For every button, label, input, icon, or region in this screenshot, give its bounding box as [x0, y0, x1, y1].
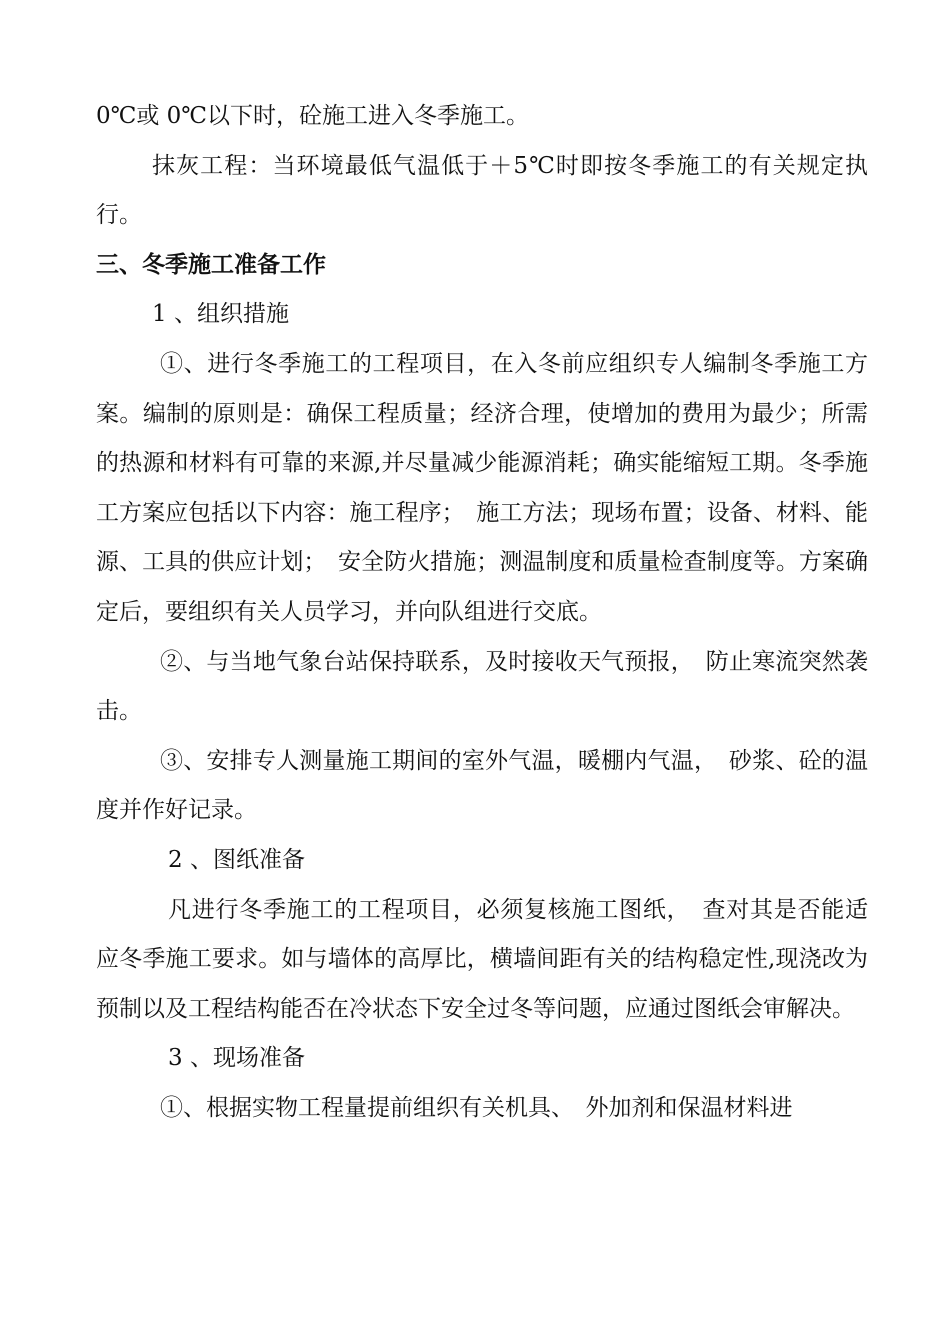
paragraph-org-item-1: ①、进行冬季施工的工程项目，在入冬前应组织专人编制冬季施工方案。编制的原则是：确保工程质量；经济合理，使增加的费用为最少；所需的热源和材料有可靠的来源,并尽量减少能源消耗；确实能缩短工期。冬季施工方案应包括以下内容：施工程序； 施工方法；现场布置；设备、材料、能源、工具的供应计划； 安全防火措施；测温制度和质量检查制度等。方案确定后，要组织有关人员学习，并向队组进行交底。 [96, 350, 868, 625]
paragraph-org-item-3: ③、安排专人测量施工期间的室外气温，暖棚内气温， 砂浆、砼的温度并作好记录。 [96, 747, 868, 824]
paragraph-plaster-work: 抹灰工程：当环境最低气温低于＋5℃时即按冬季施工的有关规定执行。 [96, 152, 868, 229]
paragraph-site-item-1: ①、根据实物工程量提前组织有关机具、 外加剂和保温材料进 [160, 1094, 793, 1121]
section-heading-winter-prep: 三、冬季施工准备工作 [96, 251, 326, 278]
subheading-organization-measures: 1 、组织措施 [152, 301, 289, 328]
paragraph-concrete-continuation: 0℃或 0℃以下时，砼施工进入冬季施工。 [96, 103, 530, 129]
subheading-drawing-prep: 2 、图纸准备 [168, 846, 305, 873]
paragraph-drawing-prep-body: 凡进行冬季施工的工程项目，必须复核施工图纸， 查对其是否能适应冬季施工要求。如与墙体的高厚比，横墙间距有关的结构稳定性,现浇改为预制以及工程结构能否在冷状态下安全过冬等问题，应通过图纸会审解决。 [96, 896, 868, 1022]
document-page [96, 92, 868, 1133]
subheading-site-prep: 3 、现场准备 [168, 1045, 305, 1072]
paragraph-org-item-2: ②、与当地气象台站保持联系，及时接收天气预报， 防止寒流突然袭击。 [96, 648, 868, 725]
